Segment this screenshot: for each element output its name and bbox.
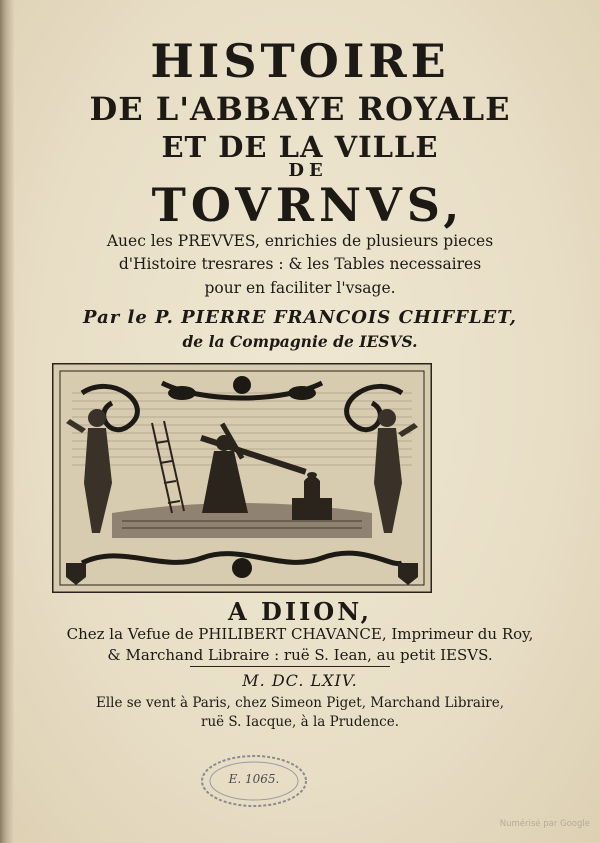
- author-line: Par le P. PIERRE FRANCOIS CHIFFLET,: [83, 307, 517, 328]
- subtitle-line-2: d'Histoire tresrares : & les Tables necessaires: [118, 255, 482, 273]
- title-line-5: TOVRNVS,: [151, 178, 465, 232]
- title-line-2: DE L'ABBAYE ROYALE: [89, 90, 511, 128]
- imprint-sale-line-1: Elle se vent à Paris, chez Simeon Piget, Marchand Libraire,: [95, 695, 505, 711]
- imprint-publisher-line-1: Chez la Vefue de PHILIBERT CHAVANCE, Imprimeur du Roy,: [66, 625, 534, 643]
- author-company: de la Compagnie de IESVS.: [182, 332, 418, 351]
- imprint-sale-line-2: ruë S. Iacque, à la Prudence.: [200, 714, 400, 730]
- imprint-rule: [190, 666, 390, 667]
- subtitle-line-3: pour en faciliter l'vsage.: [204, 279, 396, 297]
- imprint-city: A DIION,: [228, 597, 372, 626]
- digitization-watermark: Numérisé par Google: [499, 819, 590, 829]
- vignette-engraving-icon: [52, 363, 432, 593]
- imprint-year: M. DC. LXIV.: [242, 671, 358, 690]
- library-stamp: [198, 752, 310, 810]
- title-line-4: DE: [288, 160, 328, 181]
- title-line-1: HISTOIRE: [150, 34, 450, 88]
- imprint-publisher-line-2: & Marchand Libraire : ruë S. Iean, au petit IESVS.: [107, 646, 493, 664]
- library-stamp-text: E. 1065.: [228, 772, 280, 786]
- title-line-3: ET DE LA VILLE: [161, 130, 439, 164]
- subtitle-line-1: Auec les PREVVES, enrichies de plusieurs pieces: [106, 232, 494, 250]
